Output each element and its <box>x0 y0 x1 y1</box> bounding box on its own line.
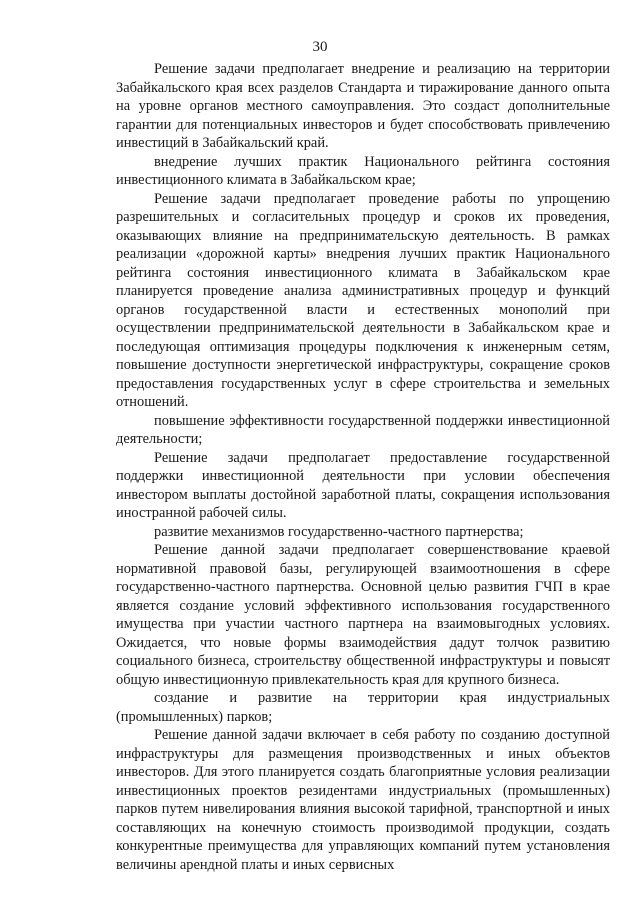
paragraph: Решение задачи предполагает проведение работы по упрощению разрешительных и согласительных процедур и сроков их проведения, оказывающих влияние на предпринимательскую деятельность. В рамках реализации «дорожной карты» внедрения лучших практик Национального рейтинга состояния инвестиционного климата в Забайкальском крае планируется проведение анализа административных процедур и функций органов государственной власти и естественных монополий при осуществлении предпринимательской деятельности в Забайкальском крае и последующая оптимизация процедуры подключения к инженерным сетям, повышение доступности энергетической инфраструктуры, сокращение сроков предоставления государственных услуг в сфере строительства и земельных отношений. <box>116 190 610 410</box>
paragraph: Решение задачи предполагает предоставление государственной поддержки инвестиционной деятельности при условии обеспечения инвестором выплаты достойной заработной платы, сокращения использования иностранной рабочей силы. <box>116 449 610 521</box>
paragraph: Решение задачи предполагает внедрение и реализацию на территории Забайкальского края всех разделов Стандарта и тиражирование данного опыта на уровне органов местного самоуправления. Это создаст дополнительные гарантии для потенциальных инвесторов и будет способствовать привлечению инвестиций в Забайкальский край. <box>116 61 610 151</box>
paragraph: повышение эффективности государственной поддержки инвестиционной деятельности; <box>116 412 610 447</box>
document-body <box>116 60 610 874</box>
page-number: 30 <box>312 39 328 55</box>
paragraph: внедрение лучших практик Национального рейтинга состояния инвестиционного климата в Забайкальском крае; <box>116 153 610 188</box>
paragraph: развитие механизмов государственно-частного партнерства; <box>154 523 524 540</box>
paragraph: Решение данной задачи включает в себя работу по созданию доступной инфраструктуры для размещения производственных и иных объектов инвесторов. Для этого планируется создать благоприятные условия реализации инвестиционных проектов резидентами индустриальных (промышленных) парков путем нивелирования влияния высокой тарифной, транспортной и иных составляющих на конечную стоимость производимой продукции, создать конкурентные преимущества для управляющих компаний путем установления величины арендной платы и иных сервисных <box>116 727 610 873</box>
paragraph: создание и развитие на территории края индустриальных (промышленных) парков; <box>116 690 610 725</box>
paragraph: Решение данной задачи предполагает совершенствование краевой нормативной правовой базы, регулирующей взаимоотношения в сфере государственно-частного партнерства. Основной целью развития ГЧП в крае является создание условий эффективного использования государственного имущества при участии частного партнера на взаимовыгодных условиях. Ожидается, что новые формы взаимодействия дадут толчок развитию социального бизнеса, строительству общественной инфраструктуры и повысят общую инвестиционную привлекательность края для крупного бизнеса. <box>116 542 610 688</box>
